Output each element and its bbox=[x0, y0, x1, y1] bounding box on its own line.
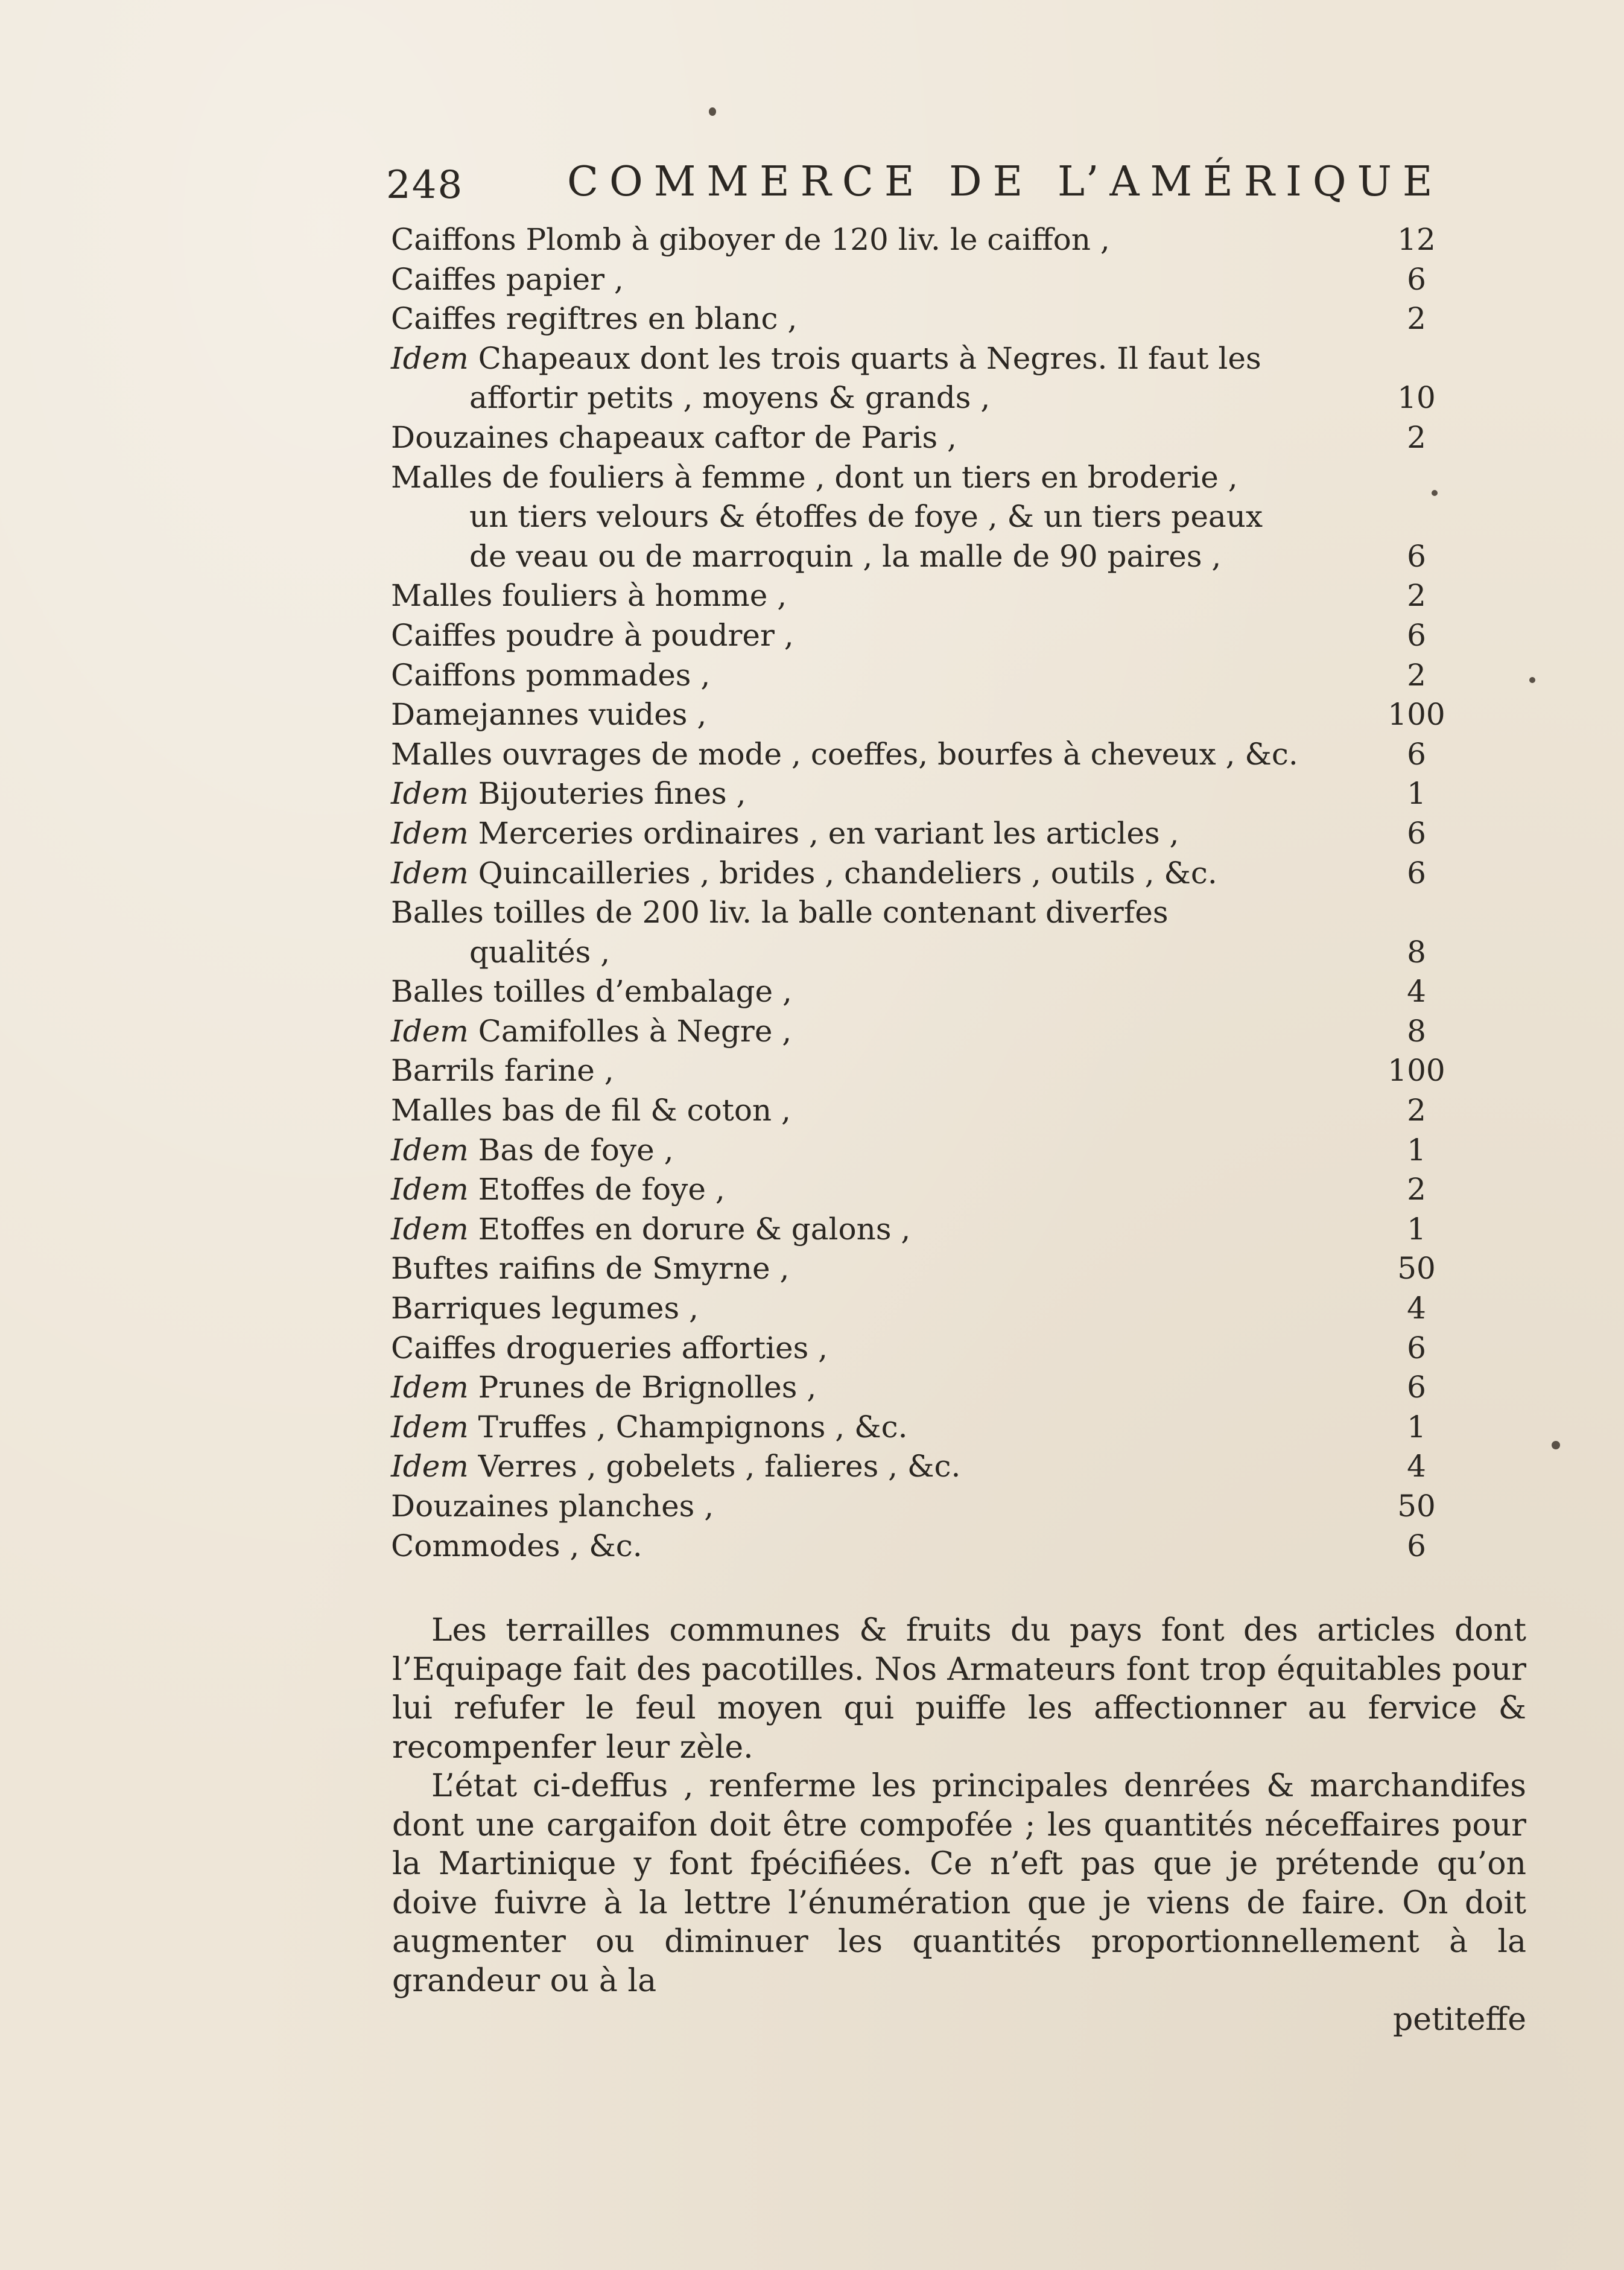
item-quantity: 4 bbox=[1407, 974, 1426, 1009]
item-label: affortir petits , moyens & grands , bbox=[469, 380, 991, 416]
list-item bbox=[391, 893, 1441, 933]
list-item bbox=[391, 616, 1441, 656]
list-item bbox=[391, 1527, 1441, 1566]
item-label: Caiffes regiftres en blanc , bbox=[391, 301, 798, 337]
item-label: Caiffons Plomb à giboyer de 120 liv. le caiffon , bbox=[391, 222, 1110, 257]
list-item bbox=[391, 695, 1445, 735]
item-label: qualités , bbox=[469, 934, 611, 970]
item-quantity: 6 bbox=[1407, 1330, 1426, 1365]
list-item bbox=[391, 814, 1441, 854]
cargo-list bbox=[391, 220, 1445, 1566]
page-header bbox=[386, 158, 1444, 212]
list-item bbox=[391, 1329, 1441, 1369]
item-quantity: 2 bbox=[1407, 578, 1426, 614]
list-item bbox=[391, 1487, 1441, 1527]
item-label: Idem Verres , gobelets , falieres , &c. bbox=[391, 1449, 961, 1484]
item-quantity: 2 bbox=[1407, 419, 1426, 455]
ink-speck bbox=[1552, 1441, 1560, 1449]
item-quantity: 4 bbox=[1407, 1449, 1426, 1484]
list-item bbox=[391, 458, 1441, 498]
item-label: Malles bas de fil & coton , bbox=[391, 1093, 791, 1128]
item-quantity: 50 bbox=[1397, 1251, 1436, 1286]
item-quantity: 100 bbox=[1388, 1053, 1445, 1089]
item-label: Idem Camifolles à Negre , bbox=[391, 1013, 792, 1049]
list-item bbox=[391, 537, 1441, 577]
list-item bbox=[391, 1091, 1441, 1131]
item-label: Idem Bas de foye , bbox=[391, 1132, 674, 1168]
item-label: Idem Quincailleries , brides , chandeliers , outils , &c. bbox=[391, 855, 1217, 891]
item-label: Idem Truffes , Champignons , &c. bbox=[391, 1409, 908, 1445]
list-item bbox=[391, 854, 1441, 894]
item-quantity: 1 bbox=[1407, 776, 1426, 812]
body-text bbox=[392, 1611, 1526, 2040]
item-quantity: 8 bbox=[1407, 934, 1426, 970]
item-label: Douzaines planches , bbox=[391, 1489, 714, 1524]
item-quantity: 6 bbox=[1407, 855, 1426, 891]
item-label: Malles fouliers à homme , bbox=[391, 578, 787, 614]
item-quantity: 2 bbox=[1407, 301, 1426, 337]
item-quantity: 6 bbox=[1407, 736, 1426, 772]
list-item bbox=[391, 1131, 1441, 1171]
item-label: Commodes , &c. bbox=[391, 1528, 642, 1563]
paragraph: Les terrailles communes & fruits du pays font des articles dont l’Equipage fait des pacotilles. Nos Armateurs font trop équitables pour lui refufer le feul moyen qui puiffe les affectionner au fervice & recompenfer leur zèle. bbox=[392, 1612, 1526, 1766]
item-quantity: 6 bbox=[1407, 261, 1426, 297]
ink-speck bbox=[709, 107, 716, 116]
list-item bbox=[391, 933, 1441, 973]
list-item bbox=[391, 1210, 1441, 1250]
item-label: Douzaines chapeaux caftor de Paris , bbox=[391, 419, 957, 455]
list-item bbox=[391, 656, 1441, 696]
list-item bbox=[391, 378, 1441, 418]
catchword: petiteffe bbox=[1393, 2001, 1526, 2038]
item-label: Caiffes drogueries afforties , bbox=[391, 1330, 828, 1365]
item-label: Idem Etoffes de foye , bbox=[391, 1172, 725, 1207]
item-quantity: 50 bbox=[1397, 1489, 1436, 1524]
item-quantity: 6 bbox=[1407, 538, 1426, 574]
item-quantity: 2 bbox=[1407, 1172, 1426, 1207]
item-label: Idem Chapeaux dont les trois quarts à Negres. Il faut les bbox=[391, 340, 1261, 376]
item-quantity: 1 bbox=[1407, 1132, 1426, 1168]
list-item bbox=[391, 497, 1441, 537]
item-quantity: 10 bbox=[1397, 380, 1436, 416]
item-quantity: 4 bbox=[1407, 1291, 1426, 1326]
list-item bbox=[391, 1289, 1441, 1329]
item-label: Idem Merceries ordinaires , en variant les articles , bbox=[391, 815, 1179, 851]
item-quantity: 6 bbox=[1407, 815, 1426, 851]
list-item bbox=[391, 1447, 1441, 1487]
item-quantity: 100 bbox=[1388, 697, 1445, 733]
page-number: 248 bbox=[386, 163, 464, 208]
item-label: de veau ou de marroquin , la malle de 90 paires , bbox=[469, 538, 1222, 574]
running-title: COMMERCE DE L’AMÉRIQUE bbox=[567, 158, 1444, 206]
item-label: Damejannes vuides , bbox=[391, 697, 707, 733]
item-quantity: 6 bbox=[1407, 1528, 1426, 1563]
item-quantity: 6 bbox=[1407, 617, 1426, 653]
item-label: Idem Etoffes en dorure & galons , bbox=[391, 1211, 911, 1247]
item-label: Buftes raifins de Smyrne , bbox=[391, 1251, 790, 1286]
item-label: Malles ouvrages de mode , coeffes, bourfes à cheveux , &c. bbox=[391, 736, 1298, 772]
item-label: Idem Bijouteries fines , bbox=[391, 776, 746, 812]
list-item bbox=[391, 1170, 1441, 1210]
list-item bbox=[391, 576, 1441, 616]
ink-speck bbox=[1529, 677, 1535, 683]
item-label: Caiffons pommades , bbox=[391, 657, 711, 693]
item-quantity: 6 bbox=[1407, 1370, 1426, 1405]
list-item bbox=[391, 339, 1441, 379]
list-item bbox=[391, 1408, 1441, 1448]
item-label: Barriques legumes , bbox=[391, 1291, 699, 1326]
item-label: Malles de fouliers à femme , dont un tiers en broderie , bbox=[391, 459, 1238, 495]
item-quantity: 12 bbox=[1397, 222, 1436, 257]
item-label: Idem Prunes de Brignolles , bbox=[391, 1370, 817, 1405]
item-label: Barrils farine , bbox=[391, 1053, 614, 1089]
item-quantity: 2 bbox=[1407, 657, 1426, 693]
item-quantity: 2 bbox=[1407, 1093, 1426, 1128]
list-item bbox=[391, 260, 1441, 300]
item-quantity: 1 bbox=[1407, 1211, 1426, 1247]
item-quantity: 8 bbox=[1407, 1013, 1426, 1049]
list-item bbox=[391, 299, 1441, 339]
list-item bbox=[391, 418, 1441, 458]
list-item bbox=[391, 774, 1441, 814]
list-item bbox=[391, 1051, 1445, 1091]
item-quantity: 1 bbox=[1407, 1409, 1426, 1445]
paragraph: L’état ci-deffus , renferme les principales denrées & marchandifes dont une cargaifon doit être compofée ; les quantités néceffaires pour la Martinique y font fpécifiées. Ce n’eft pas que je prétende qu’on doive fuivre à la lettre l’énumération que je viens de faire. On doit augmenter ou diminuer les quantités proportionnellement à la grandeur ou à la bbox=[392, 1768, 1526, 1999]
list-item bbox=[391, 220, 1441, 260]
list-item bbox=[391, 1012, 1441, 1052]
item-label: Balles toilles de 200 liv. la balle contenant diverfes bbox=[391, 895, 1169, 930]
item-label: Caiffes papier , bbox=[391, 261, 624, 297]
item-label: un tiers velours & étoffes de foye , & un tiers peaux bbox=[469, 499, 1263, 535]
item-label: Balles toilles d’embalage , bbox=[391, 974, 792, 1009]
list-item bbox=[391, 972, 1441, 1012]
list-item bbox=[391, 1249, 1441, 1289]
list-item bbox=[391, 735, 1441, 775]
list-item bbox=[391, 1368, 1441, 1408]
item-label: Caiffes poudre à poudrer , bbox=[391, 617, 794, 653]
